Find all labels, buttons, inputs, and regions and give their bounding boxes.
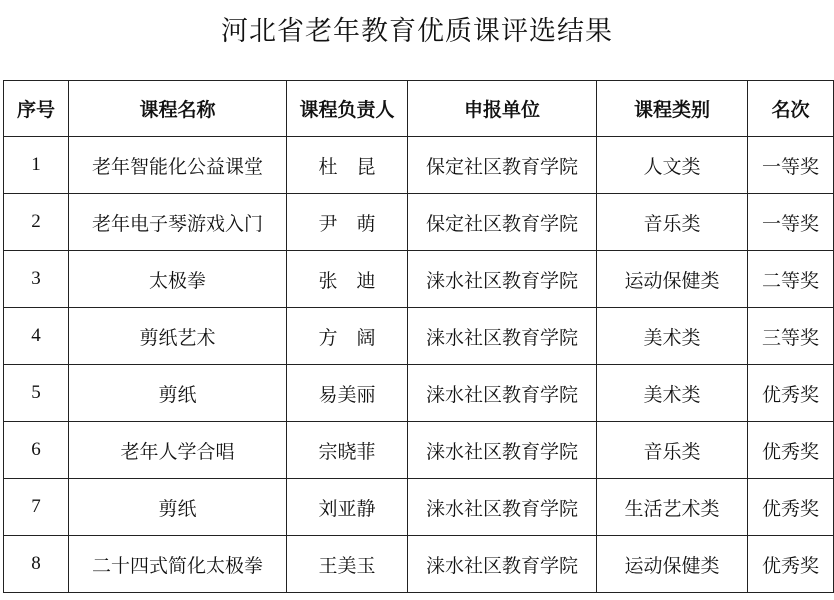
table-row [4, 194, 834, 251]
cell-course-name: 二十四式简化太极拳 [69, 536, 287, 593]
results-table [3, 80, 834, 593]
cell-course-name: 剪纸 [69, 365, 287, 422]
cell-course-lead: 方 阔 [287, 308, 408, 365]
cell-course-category: 音乐类 [597, 194, 748, 251]
cell-rank: 优秀奖 [748, 479, 834, 536]
table-row [4, 422, 834, 479]
cell-applying-unit: 涞水社区教育学院 [408, 536, 597, 593]
cell-course-lead: 宗晓菲 [287, 422, 408, 479]
cell-applying-unit: 涞水社区教育学院 [408, 365, 597, 422]
table-row [4, 536, 834, 593]
cell-index: 8 [4, 536, 69, 593]
cell-course-lead: 杜 昆 [287, 137, 408, 194]
cell-course-lead: 张 迪 [287, 251, 408, 308]
header-applying-unit: 申报单位 [408, 81, 597, 137]
cell-rank: 一等奖 [748, 194, 834, 251]
cell-applying-unit: 保定社区教育学院 [408, 137, 597, 194]
table-row [4, 479, 834, 536]
cell-rank: 优秀奖 [748, 422, 834, 479]
cell-applying-unit: 涞水社区教育学院 [408, 479, 597, 536]
cell-course-name: 剪纸 [69, 479, 287, 536]
table-row [4, 251, 834, 308]
cell-course-category: 生活艺术类 [597, 479, 748, 536]
header-course-name: 课程名称 [69, 81, 287, 137]
header-course-lead: 课程负责人 [287, 81, 408, 137]
cell-index: 5 [4, 365, 69, 422]
cell-course-name: 老年智能化公益课堂 [69, 137, 287, 194]
cell-rank: 二等奖 [748, 251, 834, 308]
cell-index: 1 [4, 137, 69, 194]
cell-course-name: 太极拳 [69, 251, 287, 308]
cell-course-lead: 尹 萌 [287, 194, 408, 251]
cell-applying-unit: 涞水社区教育学院 [408, 422, 597, 479]
cell-course-category: 音乐类 [597, 422, 748, 479]
cell-course-lead: 易美丽 [287, 365, 408, 422]
cell-course-category: 运动保健类 [597, 536, 748, 593]
cell-course-name: 剪纸艺术 [69, 308, 287, 365]
cell-index: 7 [4, 479, 69, 536]
table-row [4, 137, 834, 194]
cell-course-lead: 王美玉 [287, 536, 408, 593]
cell-course-category: 美术类 [597, 308, 748, 365]
table-row [4, 365, 834, 422]
header-index: 序号 [4, 81, 69, 137]
cell-index: 3 [4, 251, 69, 308]
cell-rank: 优秀奖 [748, 536, 834, 593]
cell-course-category: 美术类 [597, 365, 748, 422]
cell-applying-unit: 涞水社区教育学院 [408, 308, 597, 365]
page-title: 河北省老年教育优质课评选结果 [221, 16, 613, 47]
table-row [4, 308, 834, 365]
cell-applying-unit: 保定社区教育学院 [408, 194, 597, 251]
cell-rank: 一等奖 [748, 137, 834, 194]
table-header-row [4, 81, 834, 137]
cell-index: 4 [4, 308, 69, 365]
cell-applying-unit: 涞水社区教育学院 [408, 251, 597, 308]
cell-rank: 优秀奖 [748, 365, 834, 422]
cell-index: 2 [4, 194, 69, 251]
header-rank: 名次 [748, 81, 834, 137]
header-course-category: 课程类别 [597, 81, 748, 137]
cell-index: 6 [4, 422, 69, 479]
cell-course-name: 老年电子琴游戏入门 [69, 194, 287, 251]
cell-course-lead: 刘亚静 [287, 479, 408, 536]
cell-rank: 三等奖 [748, 308, 834, 365]
cell-course-category: 运动保健类 [597, 251, 748, 308]
cell-course-name: 老年人学合唱 [69, 422, 287, 479]
cell-course-category: 人文类 [597, 137, 748, 194]
